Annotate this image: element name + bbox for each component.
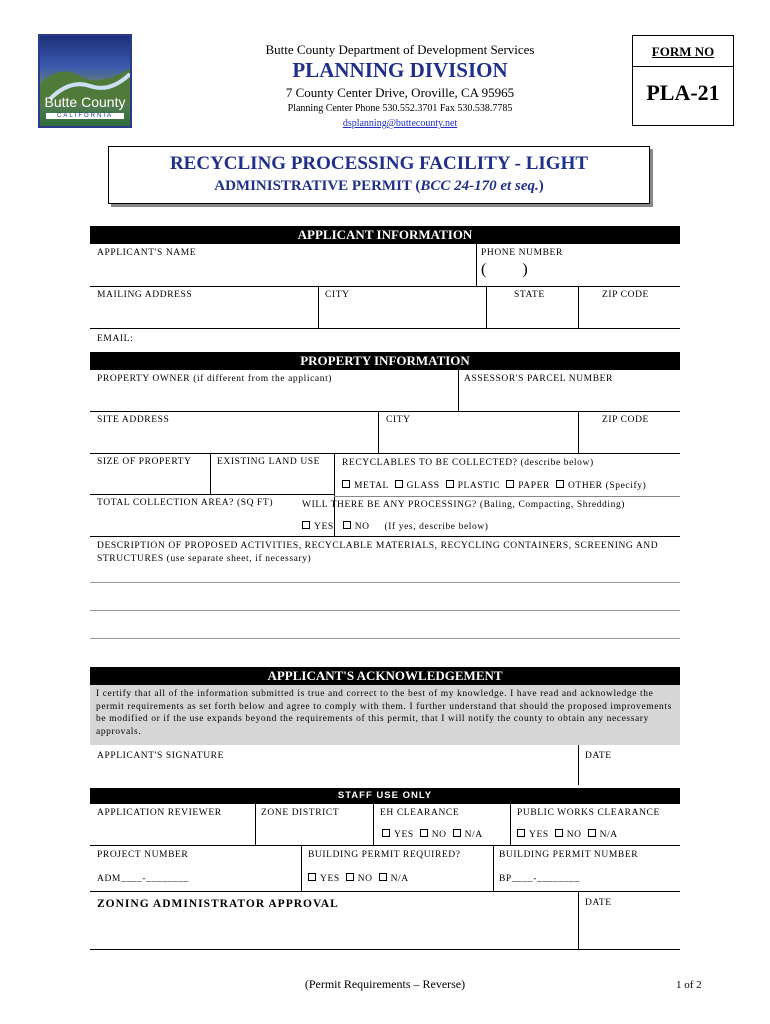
property-owner-label: PROPERTY OWNER (if different from the applicant) <box>97 374 333 384</box>
bp-required-label: BUILDING PERMIT REQUIRED? <box>308 850 461 860</box>
land-use-label: EXISTING LAND USE <box>217 457 321 467</box>
description-label: DESCRIPTION OF PROPOSED ACTIVITIES, RECYCLABLE MATERIALS, RECYCLING CONTAINERS, SCREENING AND STRUCTURES (use separate sheet, if necessary) <box>97 541 659 564</box>
form-number: PLA-21 <box>646 80 720 105</box>
email-label: EMAIL: <box>97 334 134 344</box>
metal-checkbox[interactable] <box>342 480 350 488</box>
eh-yes-checkbox[interactable] <box>382 829 390 837</box>
bp-required-options: YES NO N/A <box>308 873 409 884</box>
zoning-date-label: DATE <box>585 898 612 908</box>
mailing-address-label: MAILING ADDRESS <box>97 290 193 300</box>
bp-na-checkbox[interactable] <box>379 873 387 881</box>
office-address: 7 County Center Drive, Oroville, CA 95965 <box>285 85 515 100</box>
signature-field[interactable] <box>92 762 576 784</box>
phone-label: PHONE NUMBER <box>481 248 563 258</box>
adm-number-field[interactable]: ADM____-________ <box>97 874 189 884</box>
recyclables-label: RECYCLABLES TO BE COLLECTED? (describe below) <box>342 458 594 468</box>
property-size-label: SIZE OF PROPERTY <box>97 457 192 467</box>
zoning-approval-field[interactable] <box>92 915 576 947</box>
pw-na-checkbox[interactable] <box>588 829 596 837</box>
processing-options: YES NO (If yes, describe below) <box>302 521 489 532</box>
title-box <box>108 146 650 204</box>
staff-use-heading: STAFF USE ONLY <box>90 788 680 804</box>
zip-code-label: ZIP CODE <box>602 290 649 300</box>
processing-yes-checkbox[interactable] <box>302 521 310 529</box>
property-info-heading: PROPERTY INFORMATION <box>90 352 680 370</box>
processing-label: WILL THERE BE ANY PROCESSING? (Baling, Compacting, Shredding) <box>302 500 626 510</box>
public-works-label: PUBLIC WORKS CLEARANCE <box>517 808 660 818</box>
recyclables-options: METAL GLASS PLASTIC PAPER OTHER (Specify) <box>342 480 646 491</box>
division-title: PLANNING DIVISION <box>292 58 508 82</box>
office-email-link[interactable]: dsplanning@buttecounty.net <box>342 118 458 129</box>
form-number-label: FORM NO <box>651 44 715 59</box>
form-number-box <box>632 35 734 126</box>
eh-no-checkbox[interactable] <box>420 829 428 837</box>
phone-field[interactable]: ( ) <box>481 261 528 278</box>
applicant-info-heading: APPLICANT INFORMATION <box>90 226 680 244</box>
description-field[interactable] <box>92 566 678 646</box>
site-zip-label: ZIP CODE <box>602 415 649 425</box>
zoning-approval-label: ZONING ADMINISTRATOR APPROVAL <box>97 898 339 910</box>
signature-label: APPLICANT'S SIGNATURE <box>97 751 225 761</box>
signature-date-field[interactable] <box>580 762 678 784</box>
email-field[interactable] <box>140 330 678 348</box>
form-title: RECYCLING PROCESSING FACILITY - LIGHT <box>169 153 589 174</box>
county-logo <box>38 34 132 128</box>
city-label: CITY <box>325 290 350 300</box>
acknowledgement-heading: APPLICANT'S ACKNOWLEDGEMENT <box>90 667 680 685</box>
site-city-label: CITY <box>386 415 411 425</box>
department-name: Butte County Department of Development Services <box>265 42 535 57</box>
applicant-name-field[interactable] <box>92 246 475 286</box>
office-phone-fax: Planning Center Phone 530.552.3701 Fax 530.538.7785 <box>287 103 513 114</box>
bp-yes-checkbox[interactable] <box>308 873 316 881</box>
paper-checkbox[interactable] <box>506 480 514 488</box>
other-checkbox[interactable] <box>556 480 564 488</box>
eh-na-checkbox[interactable] <box>453 829 461 837</box>
zone-district-label: ZONE DISTRICT <box>261 808 340 818</box>
project-number-label: PROJECT NUMBER <box>97 850 189 860</box>
page-number: 1 of 2 <box>676 979 702 991</box>
pw-options: YES NO N/A <box>517 829 618 840</box>
footer-note: (Permit Requirements – Reverse) <box>304 977 466 991</box>
applicant-name-label: APPLICANT'S NAME <box>97 248 197 258</box>
acknowledgement-text: I certify that all of the information submitted is true and correct to the best of my knowledge. I have read and acknowledge the permit requirements as set forth below and agree to comply with them. I further understand that should the proposed improvements be modified or if the use expands beyond the requirements of this permit, that I will notify the county to obtain any necessary approvals. <box>90 685 680 745</box>
bp-number-field[interactable]: BP____-________ <box>499 874 580 884</box>
form-subtitle: ADMINISTRATIVE PERMIT (BCC 24-170 et seq.) <box>214 178 544 194</box>
logo-subtitle: CALIFORNIA <box>46 113 124 119</box>
apn-label: ASSESSOR'S PARCEL NUMBER <box>464 374 613 384</box>
reviewer-label: APPLICATION REVIEWER <box>97 808 222 818</box>
bp-no-checkbox[interactable] <box>346 873 354 881</box>
processing-no-checkbox[interactable] <box>343 521 351 529</box>
bp-number-label: BUILDING PERMIT NUMBER <box>499 850 639 860</box>
site-address-label: SITE ADDRESS <box>97 415 170 425</box>
mailing-address-field[interactable] <box>92 288 317 326</box>
logo-title: Butte County <box>44 94 126 110</box>
pw-no-checkbox[interactable] <box>555 829 563 837</box>
state-label: STATE <box>514 290 545 300</box>
signature-date-label: DATE <box>585 751 612 761</box>
glass-checkbox[interactable] <box>395 480 403 488</box>
pw-yes-checkbox[interactable] <box>517 829 525 837</box>
eh-options: YES NO N/A <box>382 829 483 840</box>
eh-clearance-label: EH CLEARANCE <box>380 808 460 818</box>
plastic-checkbox[interactable] <box>446 480 454 488</box>
collection-area-label: TOTAL COLLECTION AREA? (SQ FT) <box>97 498 274 508</box>
